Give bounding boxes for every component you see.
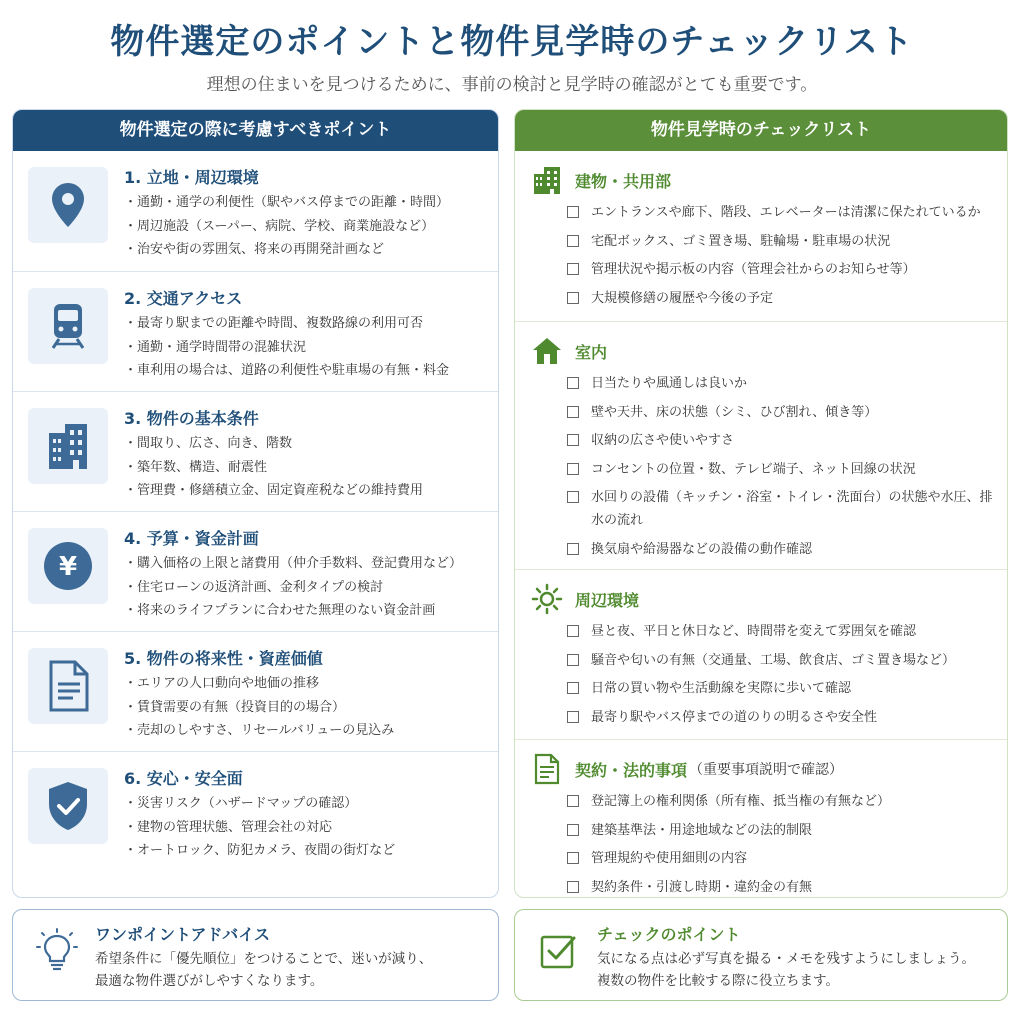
checkbox[interactable]: [567, 682, 579, 694]
point-title: 1. 立地・周辺環境: [124, 168, 259, 187]
checklist-label: 登記簿上の権利関係（所有権、抵当権の有無など）: [591, 794, 891, 809]
checklist-label: 管理状況や掲示板の内容（管理会社からのお知らせ等）: [591, 262, 916, 277]
sun-icon: [531, 583, 563, 615]
checkbox[interactable]: [567, 852, 579, 864]
check-point-line: 複数の物件を比較する際に役立ちます。: [597, 973, 839, 989]
checklist-item[interactable]: [567, 230, 997, 253]
section-interior: [515, 321, 1007, 569]
checkbox[interactable]: [567, 406, 579, 418]
section-title: 周辺環境: [575, 590, 640, 610]
checklist-label: 騒音や匂いの有無（交通量、工場、飲食店、ゴミ置き場など）: [591, 652, 956, 668]
section-title: 契約・法的事項: [575, 760, 688, 780]
yen-symbol: ¥: [58, 552, 78, 582]
checkbox[interactable]: [567, 795, 579, 807]
point-item: ・災害リスク（ハザードマップの確認）: [124, 796, 358, 811]
page-title: 物件選定のポイントと物件見学時のチェックリスト: [110, 22, 914, 62]
point-title: 5. 物件の将来性・資産価値: [124, 649, 323, 668]
checklist-item[interactable]: [567, 486, 997, 532]
checkbox[interactable]: [567, 491, 579, 503]
checkbox-icon: [537, 928, 581, 972]
checklist-label: 建築基準法・用途地域などの法的制限: [591, 822, 813, 838]
checklist-item[interactable]: [567, 258, 997, 281]
checklist-item[interactable]: [567, 372, 997, 395]
point-item: ・住宅ローンの返済計画、金利タイプの検討: [124, 579, 384, 595]
checklist-label: 大規模修繕の履歴や今後の予定: [591, 290, 774, 306]
point-item: ・売却のしやすさ、リセールバリューの見込み: [124, 723, 395, 738]
section-building: [515, 151, 1007, 321]
checklist-item[interactable]: [567, 649, 997, 672]
checklist-item[interactable]: [567, 847, 997, 870]
building-icon: [28, 408, 108, 484]
advice-box: [12, 909, 499, 1001]
point-item: ・通勤・通学の利便性（駅やバス停までの距離・時間）: [124, 195, 450, 210]
checkbox[interactable]: [567, 235, 579, 247]
advice-body: [95, 948, 432, 992]
point-item: ・賃貸需要の有無（投資目的の場合）: [124, 699, 346, 715]
viewing-checklist-panel: [514, 109, 1008, 898]
checklist-item[interactable]: [567, 706, 997, 729]
document-icon: [28, 648, 108, 724]
advice-title: ワンポイントアドバイス: [95, 925, 271, 944]
point-title: 4. 予算・資金計画: [124, 529, 259, 548]
section-title: 建物・共用部: [575, 171, 672, 191]
checkbox[interactable]: [567, 543, 579, 555]
viewing-checklist-header: 物件見学時のチェックリスト: [515, 110, 1007, 151]
point-item: ・オートロック、防犯カメラ、夜間の街灯など: [124, 843, 396, 858]
checklist-label: 壁や天井、床の状態（シミ、ひび割れ、傾き等）: [591, 404, 878, 420]
check-point-line: 気になる点は必ず写真を撮る・メモを残すようにしましょう。: [597, 951, 975, 967]
section-surroundings: [515, 569, 1007, 739]
point-basic-conditions: [13, 391, 498, 511]
checklist-label: 収納の広さや使いやすさ: [591, 433, 735, 448]
check-point-body: [597, 948, 975, 992]
contract-document-icon: [531, 753, 563, 785]
point-budget: [13, 511, 498, 631]
check-point-box: [514, 909, 1008, 1001]
checklist-item[interactable]: [567, 538, 997, 561]
shield-check-icon: [28, 768, 108, 844]
point-asset-value: [13, 631, 498, 751]
checklist-label: 日当たりや風通しは良いか: [591, 376, 748, 391]
point-item: ・建物の管理状態、管理会社の対応: [124, 819, 333, 835]
point-title: 6. 安心・安全面: [124, 769, 243, 788]
checkbox[interactable]: [567, 654, 579, 666]
checkbox[interactable]: [567, 711, 579, 723]
train-icon: [28, 288, 108, 364]
checklist-label: 宅配ボックス、ゴミ置き場、駐輪場・駐車場の状況: [591, 233, 891, 249]
checkbox[interactable]: [567, 206, 579, 218]
checklist-item[interactable]: [567, 620, 997, 643]
point-item: ・車利用の場合は、道路の利便性や駐車場の有無・料金: [124, 363, 450, 378]
advice-line: 希望条件に「優先順位」をつけることで、迷いが減り、: [95, 951, 433, 967]
checklist-item[interactable]: [567, 790, 997, 813]
checklist-item[interactable]: [567, 677, 997, 700]
checklist-label: 管理規約や使用細則の内容: [591, 851, 748, 866]
yen-icon: [28, 528, 108, 604]
section-contract: [515, 739, 1007, 898]
advice-line: 最適な物件選びがしやすくなります。: [95, 973, 324, 989]
point-item: ・築年数、構造、耐震性: [124, 459, 268, 475]
section-note: （重要事項説明で確認）: [689, 762, 844, 778]
section-title: 室内: [575, 342, 608, 362]
checklist-label: 最寄り駅やバス停までの道のりの明るさや安全性: [591, 709, 878, 725]
selection-points-panel: [12, 109, 499, 898]
apartment-icon: [531, 164, 563, 196]
checkbox[interactable]: [567, 881, 579, 893]
checkbox[interactable]: [567, 625, 579, 637]
point-location: [13, 151, 498, 271]
point-item: ・管理費・修繕積立金、固定資産税などの維持費用: [124, 483, 424, 498]
point-item: ・通勤・通学時間帯の混雑状況: [124, 339, 307, 355]
point-item: ・購入価格の上限と諸費用（仲介手数料、登記費用など）: [124, 556, 463, 571]
lightbulb-icon: [35, 928, 79, 972]
checklist-item[interactable]: [567, 876, 997, 899]
checklist-label: エントランスや廊下、階段、エレベーターは清潔に保たれているか: [591, 205, 981, 220]
checklist-item[interactable]: [567, 401, 997, 424]
checklist-label: コンセントの位置・数、テレビ端子、ネット回線の状況: [591, 461, 916, 477]
checklist-label: 日常の買い物や生活動線を実際に歩いて確認: [591, 681, 852, 696]
checklist-item[interactable]: [567, 819, 997, 842]
location-pin-icon: [28, 167, 108, 243]
checklist-item[interactable]: [567, 201, 997, 224]
point-title: 3. 物件の基本条件: [124, 409, 259, 428]
checkbox[interactable]: [567, 434, 579, 446]
point-item: ・最寄り駅までの距離や時間、複数路線の利用可否: [124, 316, 424, 331]
checkbox[interactable]: [567, 824, 579, 836]
point-safety: [13, 751, 498, 898]
point-item: ・エリアの人口動向や地価の推移: [124, 676, 320, 691]
point-access: [13, 271, 498, 391]
checklist-label: 換気扇や給湯器などの設備の動作確認: [591, 541, 813, 557]
point-item: ・将来のライフプランに合わせた無理のない資金計画: [124, 603, 436, 618]
point-item: ・間取り、広さ、向き、階数: [124, 436, 292, 451]
house-icon: [531, 335, 563, 367]
point-item: ・治安や街の雰囲気、将来の再開発計画など: [124, 242, 385, 257]
checkbox[interactable]: [567, 292, 579, 304]
checklist-label: 契約条件・引渡し時期・違約金の有無: [591, 879, 813, 895]
checklist-item[interactable]: [567, 429, 997, 452]
page-subtitle: 理想の住まいを見つけるために、事前の検討と見学時の確認がとても重要です。: [206, 75, 818, 95]
checkbox[interactable]: [567, 377, 579, 389]
checkbox[interactable]: [567, 263, 579, 275]
checkbox[interactable]: [567, 463, 579, 475]
point-item: ・周辺施設（スーパー、病院、学校、商業施設など）: [124, 218, 435, 234]
point-title: 2. 交通アクセス: [124, 289, 243, 308]
check-point-title: チェックのポイント: [597, 925, 741, 944]
checklist-item[interactable]: [567, 287, 997, 310]
checklist-item[interactable]: [567, 458, 997, 481]
checklist-label: 昼と夜、平日と休日など、時間帯を変えて雰囲気を確認: [591, 624, 917, 639]
selection-points-header: 物件選定の際に考慮すべきポイント: [13, 110, 498, 151]
checklist-label: 水回りの設備（キッチン・浴室・トイレ・洗面台）の状態や水圧、排水の流れ: [591, 490, 993, 528]
